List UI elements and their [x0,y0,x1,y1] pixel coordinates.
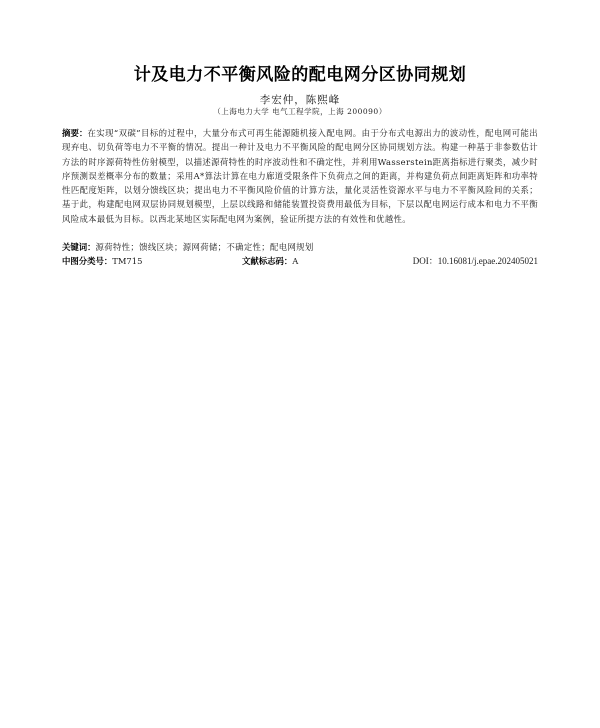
paper-authors: 李宏仲，陈熙峰 [259,94,341,106]
abstract-label: 摘要： [62,128,88,138]
keywords-text: 源荷特性；馈线区块；源网荷储；不确定性；配电网规划 [95,242,314,252]
abstract-text: 在实现“双碳”目标的过程中，大量分布式可再生能源随机接入配电网。由于分布式电源出力的波动性，配电网可能出现弃电、切负荷等电力不平衡的情况。提出一种计及电力不平衡风险的配电网分区协同规划方法。构建一种基于非参数估计方法的时序源荷特性仿射模型，以描述源荷特性的时序波动性和不确定性，并利用Wasserstein距离指标进行聚类，减少时序预测误差概率分布的数量；采用A*算法计算在电力廊道受限条件下负荷点之间的距离，并构建负荷点间距离矩阵和功率特性匹配度矩阵，以划分馈线区块；提出电力不平衡风险价值的计算方法，量化灵活性资源水平与电力不平衡风险间的关系；基于此，构建配电网双层协同规划模型，上层以线路和储能装置投资费用最低为目标，下层以配电网运行成本和电力不平衡风险成本最低为目标。以西北某地区实际配电网为案例，验证所提方法的有效性和优越性。 [62,128,539,224]
clc-label: 中图分类号： [62,256,113,266]
doccode-value: A [292,256,299,266]
abstract-block [62,126,538,226]
clc-value: TM715 [112,256,143,266]
clc-number [62,255,142,267]
paper-title: 计及电力不平衡风险的配电网分区协同规划 [133,65,467,85]
paper-affiliation: （上海电力大学 电气工程学院，上海 200090） [213,107,387,116]
doi: DOI：10.16081/j.epae.202405021 [412,256,538,266]
keywords-label: 关键词： [62,242,96,252]
classification-row [62,255,538,269]
doccode-label: 文献标志码： [242,256,293,266]
document-code [242,255,298,267]
keywords-block [62,241,538,253]
